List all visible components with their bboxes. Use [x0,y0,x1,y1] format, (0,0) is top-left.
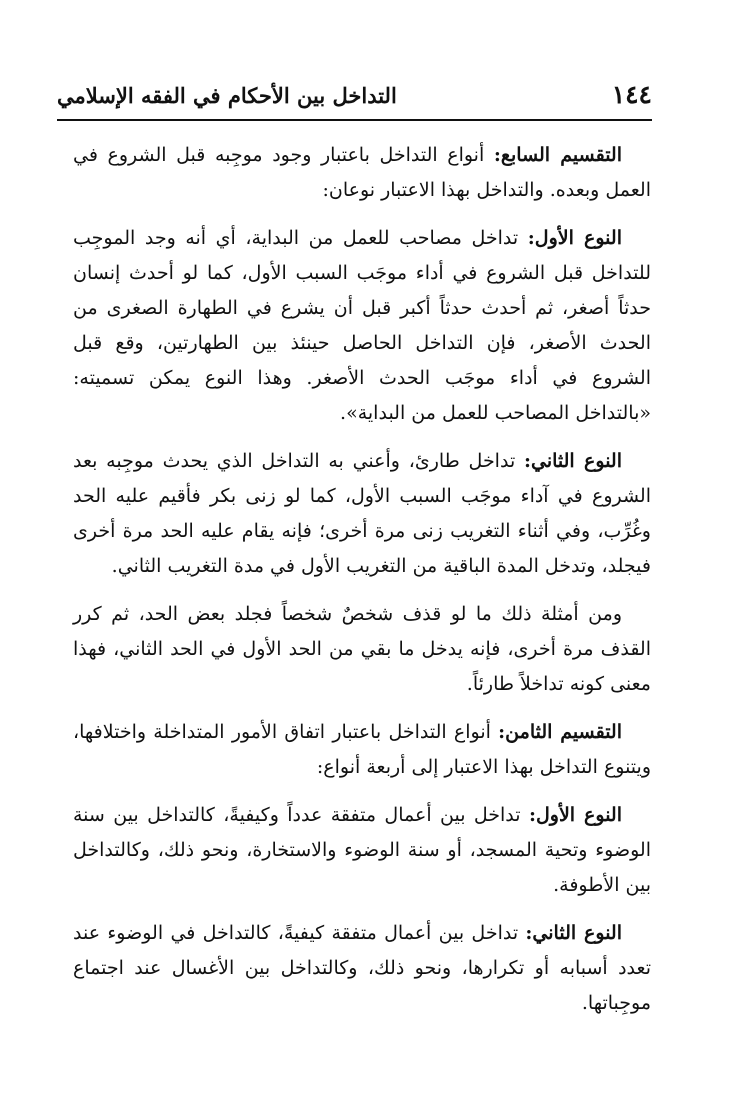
paragraph-example [73,597,651,702]
paragraph-text: تداخل مصاحب للعمل من البداية، أي أنه وجد الموجِب للتداخل قبل الشروع في أداء موجَب السبب الأول، كما لو أحدث إنسان حدثاً أصغر، ثم أحدث حدثاً أكبر قبل أن يشرع في الطهارة الصغرى من الحدث الأصغر، فإن التداخل الحاصل حينئذ بين الطهارتين، وقع قبل الشروع في أداء موجَب الحدث الأصغر. وهذا النوع يمكن تسميته: «بالتداخل المصاحب للعمل من البداية». [73,227,651,424]
paragraph-first-type [73,221,651,431]
paragraph-text: ومن أمثلة ذلك ما لو قذف شخصٌ شخصاً فجلد بعض الحد، ثم كرر القذف مرة أخرى، فإنه يدخل ما بقي من الحد الأول في الحد الثاني، فهذا معنى كونه تداخلاً طارئاً. [73,603,651,695]
paragraph-lead: النوع الأول: [527,227,622,249]
paragraph-second-type-eighth [73,916,651,1021]
page-header [57,78,652,118]
paragraph-text: تداخل بين أعمال متفقة كيفيةً، كالتداخل في الوضوء عند تعدد أسبابه أو تكرارها، ونحو ذلك، وكالتداخل بين الأغسال عند اجتماع موجِباتها. [73,922,651,1014]
paragraph-text: تداخل بين أعمال متفقة عدداً وكيفيةً، كالتداخل بين سنة الوضوء وتحية المسجد، أو سنة الوضوء والاستخارة، ونحو ذلك، وكالتداخل بين الأطوفة. [73,804,651,896]
header-rule [57,119,652,121]
paragraph-lead: النوع الثاني: [523,450,622,472]
paragraph-lead: التقسيم السابع: [493,144,622,166]
page-number: ١٤٤ [611,80,652,109]
paragraph-seventh-division [73,138,651,208]
paragraph-lead: التقسيم الثامن: [498,721,622,743]
paragraph-text: تداخل طارئ، وأعني به التداخل الذي يحدث موجِبه بعد الشروع في آداء موجَب السبب الأول، كما لو زنى بكر فأقيم عليه الحد وغُرِّب، وفي أثناء التغريب زنى مرة أخرى؛ فإنه يقام عليه الحد مرة أخرى فيجلد، وتدخل المدة الباقية من التغريب الأول في مدة التغريب الثاني. [73,450,651,577]
paragraph-eighth-division [73,715,651,785]
paragraph-lead: النوع الأول: [528,804,623,826]
paragraph-second-type [73,444,651,584]
paragraph-first-type-eighth [73,798,651,903]
paragraph-text: أنواع التداخل باعتبار وجود موجِبه قبل الشروع في العمل وبعده. والتداخل بهذا الاعتبار نوعان: [73,144,651,201]
running-title: التداخل بين الأحكام في الفقه الإسلامي [57,83,397,108]
paragraph-lead: النوع الثاني: [525,922,622,944]
body-text [73,138,651,1034]
paragraph-text: أنواع التداخل باعتبار اتفاق الأمور المتداخلة واختلافها، ويتنوع التداخل بهذا الاعتبار إلى أربعة أنواع: [73,721,651,778]
